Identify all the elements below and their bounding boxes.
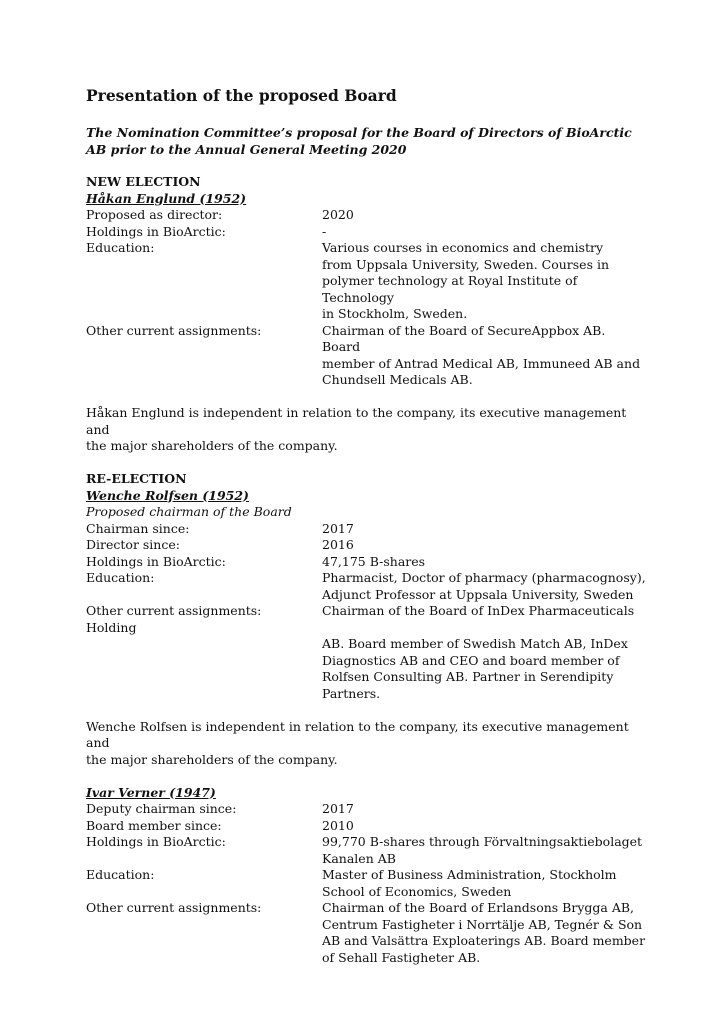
info-value [322, 867, 646, 900]
info-key: Other current assignments: [86, 322, 262, 338]
independence-statement [86, 719, 646, 769]
value-line: Diagnostics AB and CEO and board member of [322, 652, 620, 668]
info-key: Chairman since: [86, 520, 190, 536]
info-row [86, 521, 646, 538]
new-election-section [86, 174, 646, 455]
info-value [322, 834, 646, 867]
info-value: 2017 [322, 520, 354, 536]
info-row [86, 834, 646, 867]
statement-line: the major shareholders of the company. [86, 751, 338, 767]
value-line: Partners. [322, 685, 381, 701]
info-key: Board member since: [86, 817, 222, 833]
info-key: Director since: [86, 537, 180, 552]
info-value [322, 900, 646, 966]
value-line: Master of Business Administration, Stockholm [322, 867, 617, 882]
value-line: Centrum Fastigheter i Norrtälje AB, Tegnér & Son [322, 916, 643, 932]
info-key: Holdings in BioArctic: [86, 223, 226, 239]
info-row [86, 570, 646, 603]
info-key-empty [86, 636, 322, 702]
re-election-section [86, 471, 646, 768]
info-value [322, 570, 646, 603]
value-line: Chairman of the Board of SecureAppbox AB. Board [322, 322, 606, 354]
info-value [322, 240, 646, 323]
person-name-hakan-englund: Håkan Englund (1952) [86, 190, 247, 206]
statement-line: Håkan Englund is independent in relation to the company, its executive management and [86, 405, 627, 437]
value-line: AB. Board member of Swedish Match AB, InDex [322, 636, 628, 651]
info-key: Education: [86, 867, 155, 882]
value-line: in Stockholm, Sweden. [322, 306, 468, 321]
holding-word: Holding [86, 619, 137, 635]
info-key: Education: [86, 240, 155, 255]
value-line: from Uppsala University, Sweden. Courses in [322, 256, 610, 272]
document-page [86, 84, 646, 966]
value-line: School of Economics, Sweden [322, 883, 512, 899]
info-row-continuation [86, 636, 646, 702]
info-key: Holdings in BioArctic: [86, 553, 226, 569]
info-key: Other current assignments: [86, 900, 262, 915]
value-line: AB and Valsättra Exploaterings AB. Board member [322, 933, 646, 948]
info-row [86, 240, 646, 323]
info-row [86, 900, 646, 966]
info-value: - [322, 223, 327, 239]
info-value: 47,175 B-shares [322, 553, 426, 569]
value-line: Pharmacist, Doctor of pharmacy (pharmacognosy), [322, 570, 646, 585]
value-line: of Sehall Fastigheter AB. [322, 949, 481, 965]
value-line: member of Antrad Medical AB, Immuneed AB and [322, 355, 641, 371]
value-line: Various courses in economics and chemistry [322, 240, 604, 255]
section-label-new-election: NEW ELECTION [86, 174, 201, 189]
role-label: Proposed chairman of the Board [86, 504, 292, 519]
independence-statement [86, 405, 646, 455]
info-row [86, 818, 646, 835]
ivar-verner-section [86, 785, 646, 967]
info-key: Education: [86, 570, 155, 585]
info-value [322, 636, 646, 702]
value-line: Rolfsen Consulting AB. Partner in Serendipity [322, 669, 614, 684]
info-row [86, 554, 646, 571]
info-value: Chairman of the Board of InDex Pharmaceuticals [322, 603, 635, 618]
section-label-re-election: RE-ELECTION [86, 471, 187, 486]
value-line: 99,770 B-shares through Förvaltningsaktiebolaget [322, 834, 643, 849]
info-key: Deputy chairman since: [86, 801, 237, 816]
info-value: 2017 [322, 801, 354, 816]
value-line: polymer technology at Royal Institute of Technology [322, 273, 578, 305]
value-line: Chundsell Medicals AB. [322, 372, 473, 387]
info-row [86, 603, 646, 620]
info-value: 2010 [322, 817, 354, 833]
info-row [86, 537, 646, 554]
info-value: 2020 [322, 207, 354, 222]
value-line: Kanalen AB [322, 850, 396, 866]
info-key: Holdings in BioArctic: [86, 834, 226, 849]
subtitle: The Nomination Committee’s proposal for the Board of Directors of BioArctic AB prior to the Annual General Meeting 2020 [86, 125, 632, 157]
info-value [322, 323, 646, 389]
info-row [86, 867, 646, 900]
page-title: Presentation of the proposed Board [86, 86, 397, 105]
info-row [86, 224, 646, 241]
info-value: 2016 [322, 537, 354, 552]
value-line: Adjunct Professor at Uppsala University, Sweden [322, 586, 634, 602]
info-key: Other current assignments: [86, 603, 262, 618]
info-row [86, 207, 646, 224]
statement-line: Wenche Rolfsen is independent in relation to the company, its executive management and [86, 718, 629, 750]
info-key: Proposed as director: [86, 207, 223, 222]
info-row [86, 323, 646, 389]
statement-line: the major shareholders of the company. [86, 438, 338, 453]
value-line: Chairman of the Board of Erlandsons Brygga AB, [322, 900, 634, 915]
person-name-wenche-rolfsen: Wenche Rolfsen (1952) [86, 487, 249, 503]
info-row [86, 801, 646, 818]
person-name-ivar-verner: Ivar Verner (1947) [86, 784, 216, 800]
